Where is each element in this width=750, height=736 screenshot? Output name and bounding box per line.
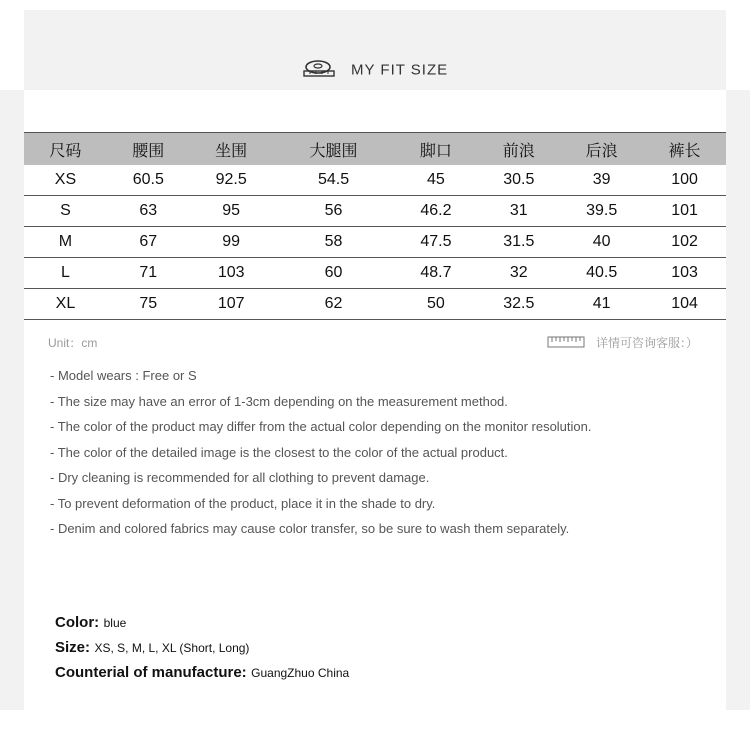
table-cell: 92.5 bbox=[190, 165, 273, 196]
table-cell: XS bbox=[24, 165, 107, 196]
table-cell: XL bbox=[24, 289, 107, 320]
tape-measure-icon bbox=[302, 58, 336, 82]
table-cell: S bbox=[24, 196, 107, 227]
size-value: XS, S, M, L, XL (Short, Long) bbox=[94, 641, 250, 655]
table-cell: 58 bbox=[273, 227, 395, 258]
color-value: blue bbox=[103, 616, 127, 630]
note-line: - The size may have an error of 1-3cm depending on the measurement method. bbox=[50, 393, 508, 409]
consult-text: 详情可咨询客服：） bbox=[595, 336, 698, 350]
table-cell: 40.5 bbox=[560, 258, 643, 289]
table-cell: 104 bbox=[643, 289, 726, 320]
col-header: 后浪 bbox=[560, 133, 643, 166]
table-cell: 60 bbox=[273, 258, 395, 289]
right-band bbox=[726, 90, 750, 710]
col-header: 坐围 bbox=[190, 133, 273, 166]
table-row bbox=[24, 196, 726, 227]
color-row bbox=[55, 610, 349, 635]
table-cell: 102 bbox=[643, 227, 726, 258]
table-cell: 46.2 bbox=[394, 196, 477, 227]
table-cell: 40 bbox=[560, 227, 643, 258]
origin-row bbox=[55, 660, 349, 685]
size-row bbox=[55, 635, 349, 660]
table-cell: M bbox=[24, 227, 107, 258]
table-cell: 41 bbox=[560, 289, 643, 320]
col-header: 前浪 bbox=[477, 133, 560, 166]
col-header: 裤长 bbox=[643, 133, 726, 166]
fit-size-title: MY FIT SIZE bbox=[351, 61, 449, 79]
size-table bbox=[24, 132, 726, 320]
table-row bbox=[24, 289, 726, 320]
table-cell: 71 bbox=[107, 258, 190, 289]
col-header: 腰围 bbox=[107, 133, 190, 166]
table-row bbox=[24, 258, 726, 289]
note-line: - To prevent deformation of the product, place it in the shade to dry. bbox=[50, 495, 436, 511]
ruler-icon bbox=[547, 336, 585, 351]
table-cell: 63 bbox=[107, 196, 190, 227]
table-cell: 50 bbox=[394, 289, 477, 320]
table-row bbox=[24, 165, 726, 196]
table-cell: 67 bbox=[107, 227, 190, 258]
table-cell: 60.5 bbox=[107, 165, 190, 196]
origin-value: GuangZhuo China bbox=[251, 666, 350, 680]
table-cell: 32 bbox=[477, 258, 560, 289]
left-band bbox=[0, 90, 24, 710]
note-line: - Model wears : Free or S bbox=[50, 368, 197, 383]
col-header: 脚口 bbox=[394, 133, 477, 166]
note-line: - The color of the detailed image is the closest to the color of the actual product. bbox=[50, 444, 508, 460]
size-label: Size: bbox=[55, 639, 91, 656]
table-cell: 32.5 bbox=[477, 289, 560, 320]
table-cell: L bbox=[24, 258, 107, 289]
table-cell: 31.5 bbox=[477, 227, 560, 258]
table-cell: 30.5 bbox=[477, 165, 560, 196]
origin-label: Counterial of manufacture: bbox=[55, 664, 247, 681]
table-cell: 99 bbox=[190, 227, 273, 258]
consult-note bbox=[547, 334, 698, 351]
color-label: Color: bbox=[55, 614, 100, 631]
care-notes bbox=[50, 368, 592, 547]
table-cell: 107 bbox=[190, 289, 273, 320]
table-cell: 45 bbox=[394, 165, 477, 196]
page-title bbox=[0, 58, 750, 82]
col-header: 大腿围 bbox=[273, 133, 395, 166]
table-cell: 62 bbox=[273, 289, 395, 320]
unit-label: Unit：cm bbox=[48, 336, 98, 350]
table-cell: 39.5 bbox=[560, 196, 643, 227]
table-cell: 101 bbox=[643, 196, 726, 227]
table-cell: 54.5 bbox=[273, 165, 395, 196]
table-cell: 39 bbox=[560, 165, 643, 196]
note-line: - The color of the product may differ from the actual color depending on the monitor resolution. bbox=[50, 419, 592, 434]
table-cell: 95 bbox=[190, 196, 273, 227]
table-cell: 75 bbox=[107, 289, 190, 320]
col-header: 尺码 bbox=[24, 133, 107, 166]
table-cell: 56 bbox=[273, 196, 395, 227]
table-cell: 100 bbox=[643, 165, 726, 196]
note-line: - Denim and colored fabrics may cause color transfer, so be sure to wash them separately. bbox=[50, 521, 570, 536]
table-cell: 31 bbox=[477, 196, 560, 227]
unit-row bbox=[48, 334, 708, 351]
table-cell: 103 bbox=[643, 258, 726, 289]
table-cell: 47.5 bbox=[394, 227, 477, 258]
product-info bbox=[55, 610, 349, 685]
table-cell: 103 bbox=[190, 258, 273, 289]
note-line: - Dry cleaning is recommended for all clothing to prevent damage. bbox=[50, 470, 430, 485]
table-cell: 48.7 bbox=[394, 258, 477, 289]
table-row bbox=[24, 227, 726, 258]
table-header-row bbox=[24, 133, 726, 166]
